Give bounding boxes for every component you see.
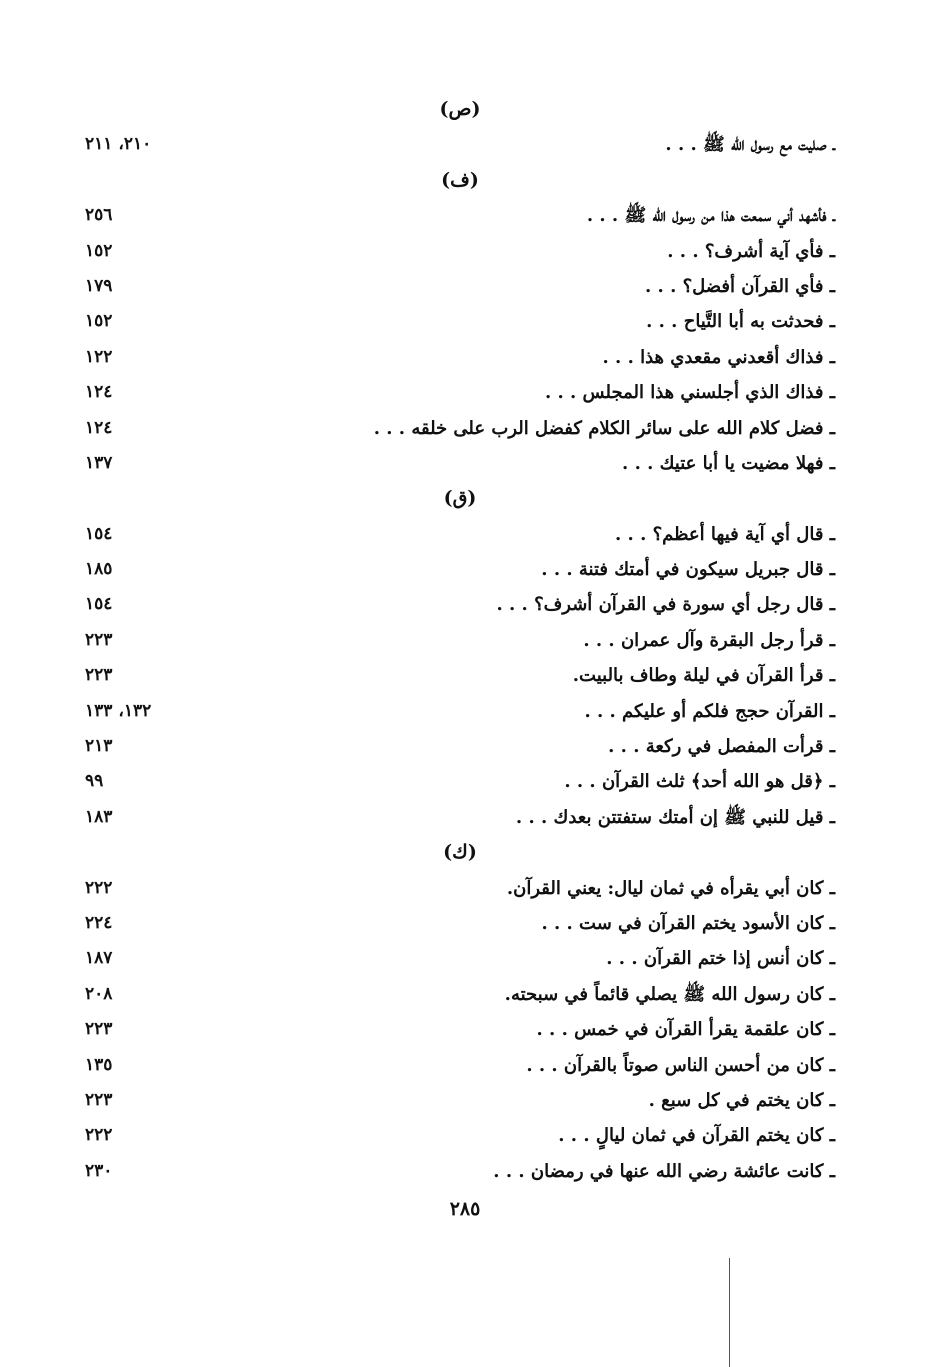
entry-text: ـ قال رجل أي سورة في القرآن أشرف؟ . . . bbox=[496, 594, 835, 616]
entry-text: ـ ﴿قل هو الله أحد﴾ ثلث القرآن . . . bbox=[564, 771, 835, 793]
index-entry bbox=[85, 764, 835, 799]
entry-pages: ١٣٥ bbox=[85, 1054, 113, 1075]
entry-pages: ٢٢٣ bbox=[85, 1089, 113, 1110]
entry-pages: ٢٢٣ bbox=[85, 665, 113, 686]
page-number: ٢٨٥ bbox=[449, 1198, 481, 1220]
entry-pages: ٢٢٤ bbox=[85, 912, 113, 933]
entry-text: ـ فضل كلام الله على سائر الكلام كفضل الرب على خلقه . . . bbox=[373, 417, 835, 439]
entry-pages: ١٥٢ bbox=[85, 311, 113, 332]
entry-pages: ١٥٤ bbox=[85, 594, 113, 615]
index-entry bbox=[85, 552, 835, 587]
section-heading: (ك) bbox=[443, 841, 477, 864]
entry-text: ـ كان أنس إذا ختم القرآن . . . bbox=[606, 948, 835, 970]
index-entry bbox=[85, 1048, 835, 1083]
entry-pages: ٩٩ bbox=[85, 771, 104, 792]
entry-text: ـ فأي القرآن أفضل؟ . . . bbox=[645, 275, 835, 297]
entry-text: ـ فذاك الذي أجلسني هذا المجلس . . . bbox=[544, 382, 835, 404]
entry-pages: ١٣٢، ١٣٣ bbox=[85, 700, 152, 721]
index-entry bbox=[85, 1083, 835, 1118]
entry-pages: ١٣٧ bbox=[85, 452, 113, 473]
index-entry bbox=[85, 871, 835, 906]
section-heading: (ص) bbox=[439, 98, 481, 120]
entry-pages: ٢١٠، ٢١١ bbox=[85, 134, 152, 155]
entry-text: ـ فهلا مضيت يا أبا عتيك . . . bbox=[622, 452, 835, 474]
entry-pages: ٢٠٨ bbox=[85, 983, 113, 1004]
entry-text: ـ كانت عائشة رضي الله عنها في رمضان . . . bbox=[493, 1160, 835, 1182]
index-entry bbox=[85, 658, 835, 693]
entry-text: ـ قرأ القرآن في ليلة وطاف بالبيت. bbox=[572, 665, 835, 687]
entry-pages: ٢٢٣ bbox=[85, 629, 113, 650]
entry-text: ـ فحدثت به أبا التَّياح . . . bbox=[646, 311, 835, 333]
entry-text: ـ كان الأسود يختم القرآن في ست . . . bbox=[541, 912, 835, 934]
entry-text: ـ كان يختم في كل سبع . bbox=[648, 1089, 835, 1111]
entry-pages: ١٨٥ bbox=[85, 559, 113, 580]
entry-pages: ٢٥٦ bbox=[85, 205, 113, 226]
entry-pages: ١٨٣ bbox=[85, 806, 113, 827]
entry-pages: ١٥٢ bbox=[85, 240, 113, 261]
index-entry bbox=[85, 269, 835, 304]
index-entry bbox=[85, 906, 835, 941]
entry-text: ـ كان أبي يقرأه في ثمان ليال: يعني القرآن. bbox=[506, 877, 835, 899]
index-entry bbox=[85, 411, 835, 446]
entry-text: ـ قال جبريل سيكون في أمتك فتنة . . . bbox=[541, 559, 835, 581]
index-entry bbox=[85, 1012, 835, 1047]
entry-text: ـ قال أي آية فيها أعظم؟ . . . bbox=[615, 523, 835, 545]
index-entry bbox=[85, 340, 835, 375]
index-entry bbox=[85, 1118, 835, 1153]
index-entry bbox=[85, 234, 835, 269]
entry-text: ـ قيل للنبي ﷺ إن أمتك ستفتتن بعدك . . . bbox=[515, 806, 835, 828]
index-entry bbox=[85, 800, 835, 835]
index-entry bbox=[85, 304, 835, 339]
entry-pages: ٢١٣ bbox=[85, 736, 113, 757]
entry-text: ـ فأي آية أشرف؟ . . . bbox=[667, 240, 835, 262]
index-entry bbox=[85, 587, 835, 622]
entry-pages: ١٧٩ bbox=[85, 275, 113, 296]
entry-text: ـ القرآن حجج فلكم أو عليكم . . . bbox=[584, 700, 835, 722]
entry-text: ـ كان علقمة يقرأ القرآن في خمس . . . bbox=[536, 1019, 835, 1041]
entry-text: ـ قرأت المفصل في ركعة . . . bbox=[608, 736, 835, 758]
entry-text: ـ فذاك أقعدني مقعدي هذا . . . bbox=[602, 346, 835, 368]
index-entry bbox=[85, 729, 835, 764]
index-entry bbox=[85, 127, 835, 162]
index-entry bbox=[85, 1154, 835, 1189]
gutter-line bbox=[729, 1258, 730, 1367]
entry-text: ـ كان يختم القرآن في ثمان ليالٍ . . . bbox=[558, 1125, 835, 1147]
entry-pages: ٢٢٢ bbox=[85, 1125, 113, 1146]
entry-text: ـ كان رسول الله ﷺ يصلي قائماً في سبحته. bbox=[504, 983, 835, 1005]
entry-pages: ١٢٤ bbox=[85, 382, 113, 403]
entry-pages: ٢٢٣ bbox=[85, 1019, 113, 1040]
entry-pages: ١٨٧ bbox=[85, 948, 113, 969]
section-heading: (ق) bbox=[443, 487, 477, 510]
section-heading: (ف) bbox=[441, 168, 479, 191]
index-entry bbox=[85, 977, 835, 1012]
entry-text: ـ فأشهد أني سمعت هذا من رسول الله ﷺ . . . bbox=[586, 205, 835, 227]
index-entry bbox=[85, 517, 835, 552]
index-entry bbox=[85, 375, 835, 410]
entry-text: ـ كان من أحسن الناس صوتاً بالقرآن . . . bbox=[526, 1054, 835, 1076]
index-entry bbox=[85, 694, 835, 729]
index-entry bbox=[85, 941, 835, 976]
hadith-index bbox=[85, 92, 835, 1189]
entry-pages: ١٢٢ bbox=[85, 346, 113, 367]
index-entry bbox=[85, 446, 835, 481]
entry-pages: ١٥٤ bbox=[85, 523, 113, 544]
index-entry bbox=[85, 623, 835, 658]
entry-pages: ٢٢٢ bbox=[85, 877, 113, 898]
entry-pages: ١٢٤ bbox=[85, 417, 113, 438]
entry-text: ـ قرأ رجل البقرة وآل عمران . . . bbox=[583, 629, 835, 651]
entry-text: ـ صليت مع رسول الله ﷺ . . . bbox=[665, 134, 835, 156]
entry-pages: ٢٣٠ bbox=[85, 1160, 113, 1181]
index-entry bbox=[85, 198, 835, 233]
